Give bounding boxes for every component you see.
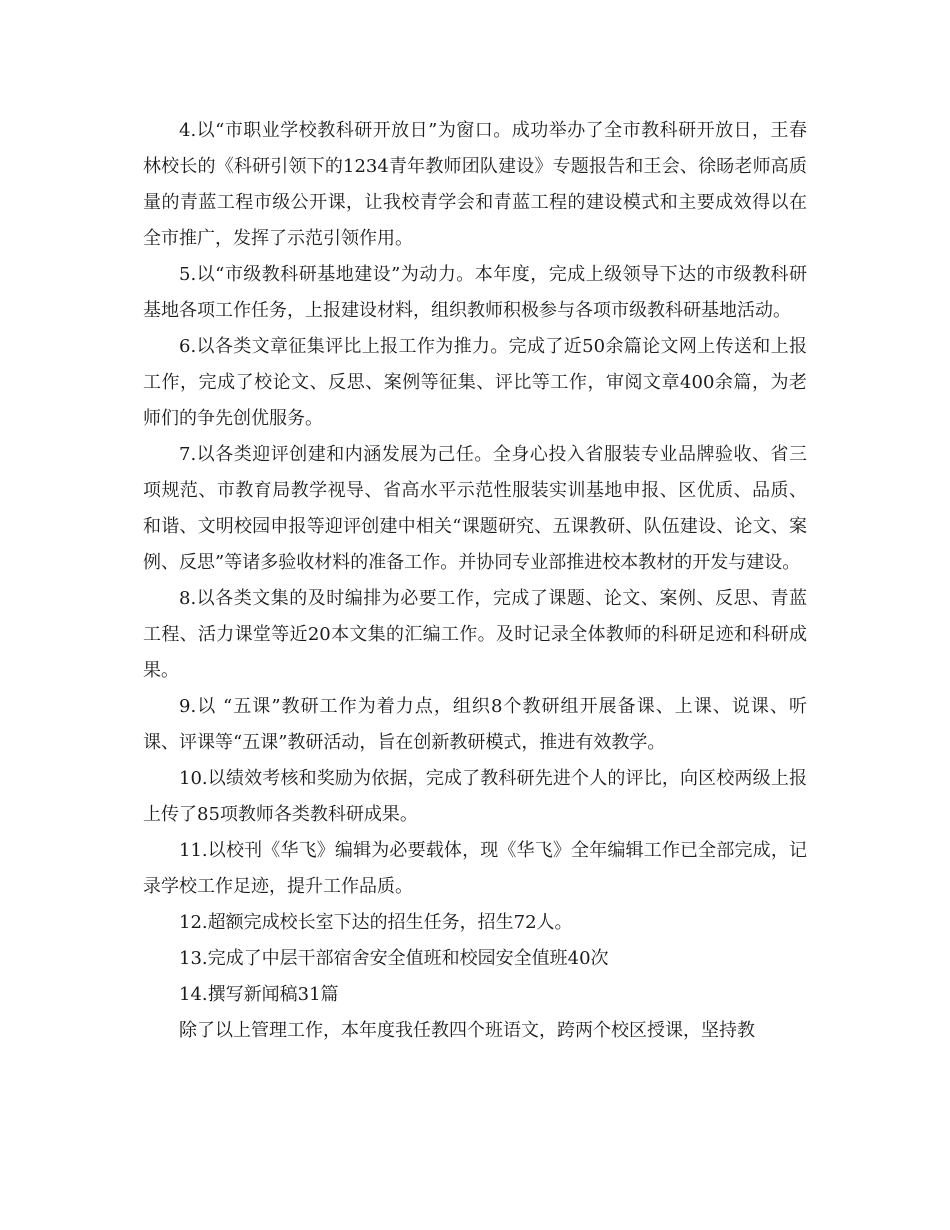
paragraph-item-12: 12.超额完成校长室下达的招生任务，招生72人。	[179, 912, 573, 933]
paragraph-item-4: 4.以“市职业学校教科研开放日”为窗口。成功举办了全市教科研开放日，王春林校长的《科研引领下的1234青年教师团队建设》专题报告和王会、徐旸老师高质量的青蓝工程市级公开课，让我校青学会和青蓝工程的建设模式和主要成效得以在全市推广，发挥了示范引领作用。	[143, 120, 807, 249]
paragraph-item-6: 6.以各类文章征集评比上报工作为推力。完成了近50余篇论文网上传送和上报工作，完成了校论文、反思、案例等征集、评比等工作，审阅文章400余篇，为老师们的争先创优服务。	[143, 336, 807, 429]
paragraph-item-9: 9.以 “五课”教研工作为着力点，组织8个教研组开展备课、上课、说课、听课、评课等“五课”教研活动，旨在创新教研模式，推进有效教学。	[143, 696, 807, 753]
paragraph-summary: 除了以上管理工作，本年度我任教四个班语文，跨两个校区授课，坚持教	[179, 1020, 755, 1041]
paragraph-item-5: 5.以“市级教科研基地建设”为动力。本年度，完成上级领导下达的市级教科研基地各项工作任务，上报建设材料，组织教师积极参与各项市级教科研基地活动。	[143, 264, 807, 321]
paragraph-item-13: 13.完成了中层干部宿舍安全值班和校园安全值班40次	[179, 948, 609, 969]
paragraph-item-8: 8.以各类文集的及时编排为必要工作，完成了课题、论文、案例、反思、青蓝工程、活力课堂等近20本文集的汇编工作。及时记录全体教师的科研足迹和科研成果。	[143, 588, 807, 681]
document-body	[143, 113, 807, 1049]
paragraph-item-11: 11.以校刊《华飞》编辑为必要载体，现《华飞》全年编辑工作已全部完成，记录学校工作足迹，提升工作品质。	[143, 840, 807, 897]
paragraph-item-14: 14.撰写新闻稿31篇	[179, 984, 339, 1005]
paragraph-item-10: 10.以绩效考核和奖励为依据，完成了教科研先进个人的评比，向区校两级上报上传了85项教师各类教科研成果。	[143, 768, 807, 825]
paragraph-item-7: 7.以各类迎评创建和内涵发展为己任。全身心投入省服装专业品牌验收、省三项规范、市教育局教学视导、省高水平示范性服装实训基地申报、区优质、品质、和谐、文明校园申报等迎评创建中相关“课题研究、五课教研、队伍建设、论文、案例、反思”等诸多验收材料的准备工作。并协同专业部推进校本教材的开发与建设。	[143, 444, 807, 573]
